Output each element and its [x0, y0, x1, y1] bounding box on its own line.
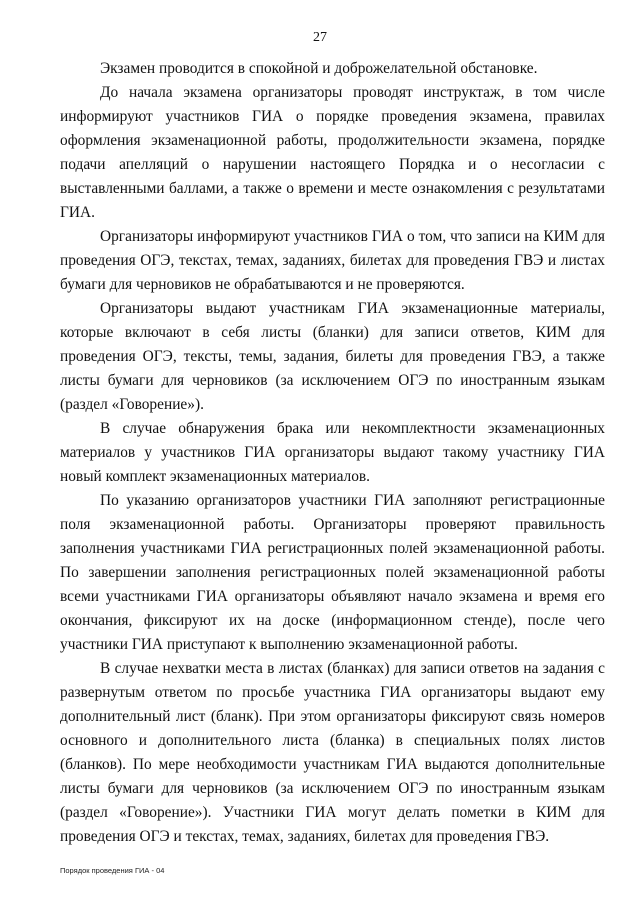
page-footer: Порядок проведения ГИА - 04 [60, 866, 165, 875]
paragraph-registration-fields: По указанию организаторов участники ГИА заполняют регистрационные поля экзаменационной работы. Организаторы проверяют правильность заполнения участниками ГИА регистрационных полей экзаменационной работы. По завершении заполнения регистрационных полей экзаменационной работы всеми участниками ГИА организаторы объявляют начало экзамена и время его окончания, фиксируют их на доске (информационном стенде), после чего участники ГИА приступают к выполнению экзаменационной работы. [60, 492, 605, 653]
paragraph-defective-materials: В случае обнаружения брака или некомплектности экзаменационных материалов у участников ГИА организаторы выдают такому участнику ГИА новый комплект экзаменационных материалов. [60, 420, 605, 485]
paragraph-drafts-not-processed: Организаторы информируют участников ГИА о том, что записи на КИМ для проведения ОГЭ, текстах, темах, заданиях, билетах для проведения ГВЭ и листах бумаги для черновиков не обрабатываются и не проверяются. [60, 228, 605, 293]
paragraph-materials-issued: Организаторы выдают участникам ГИА экзаменационные материалы, которые включают в себя листы (бланки) для записи ответов, КИМ для проведения ОГЭ, тексты, темы, задания, билеты для проведения ГВЭ, а также листы бумаги для черновиков (за исключением ОГЭ по иностранным языкам (раздел «Говорение»). [60, 300, 605, 413]
page-number: 27 [313, 30, 327, 45]
paragraph-exam-atmosphere: Экзамен проводится в спокойной и доброжелательной обстановке. [100, 60, 538, 77]
body-text [60, 57, 605, 849]
paragraph-briefing: До начала экзамена организаторы проводят инструктаж, в том числе информируют участников ГИА о порядке проведения экзамена, правилах оформления экзаменационной работы, продолжительности экзамена, порядке подачи апелляций о нарушении настоящего Порядка и о несогласии с выставленными баллами, а также о времени и месте ознакомления с результатами ГИА. [60, 84, 605, 221]
paragraph-additional-sheets: В случае нехватки места в листах (бланках) для записи ответов на задания с развернутым ответом по просьбе участника ГИА организаторы выдают ему дополнительный лист (бланк). При этом организаторы фиксируют связь номеров основного и дополнительного листа (бланка) в специальных полях листов (бланков). По мере необходимости участникам ГИА выдаются дополнительные листы бумаги для черновиков (за исключением ОГЭ по иностранным языкам (раздел «Говорение»). Участники ГИА могут делать пометки в КИМ для проведения ОГЭ и текстах, темах, заданиях, билетах для проведения ГВЭ. [60, 660, 605, 845]
